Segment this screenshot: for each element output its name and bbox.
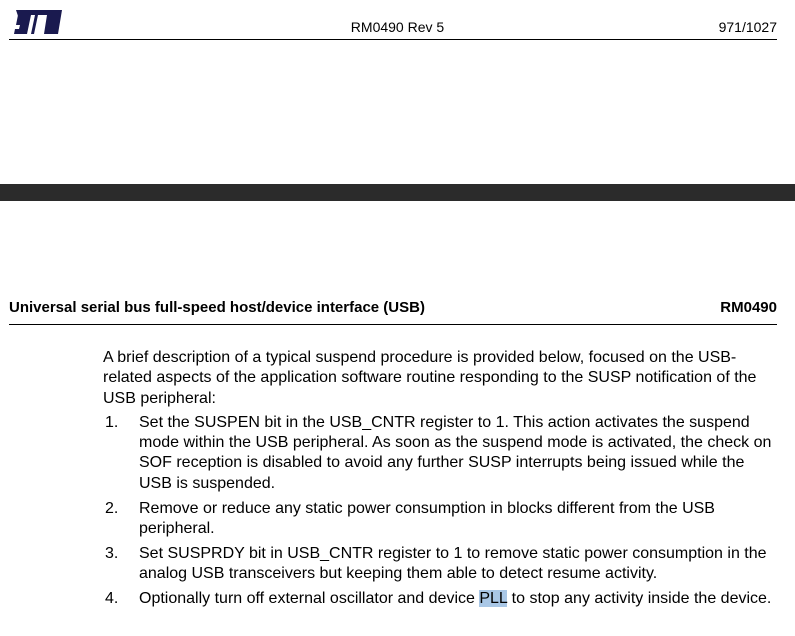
- procedure-steps: [103, 413, 775, 609]
- list-item: [103, 544, 775, 585]
- list-item: [103, 499, 775, 540]
- step-text-before: Optionally turn off external oscillator and device: [139, 589, 480, 607]
- document-reference: RM0490 Rev 5: [350, 19, 445, 35]
- step-number: 2.: [105, 499, 119, 517]
- intro-paragraph: A brief description of a typical suspend procedure is provided below, focused on the USB-related aspects of the application software routine responding to the SUSP notification of the USB peripheral:: [103, 349, 757, 407]
- body-content: [103, 348, 775, 614]
- step-number: 4.: [105, 589, 119, 607]
- step-number: 3.: [105, 544, 119, 562]
- page-header: [0, 0, 795, 40]
- step-text: Set SUSPRDY bit in USB_CNTR register to 1 to remove static power consumption in the analog USB transceivers but keeping them able to detect resume activity.: [139, 544, 767, 582]
- section-header: [0, 296, 795, 326]
- section-document-id: RM0490: [720, 299, 777, 316]
- step-text: Set the SUSPEN bit in the USB_CNTR register to 1. This action activates the suspend mode within the USB peripheral. As soon as the suspend mode is activated, the check on SOF reception is disabled to avoid any further SUSP interrupts being issued while the USB is suspended.: [139, 413, 772, 492]
- page-separator: [0, 184, 795, 201]
- list-item: [103, 413, 775, 494]
- list-item: [103, 589, 775, 609]
- highlighted-term: PLL: [479, 589, 508, 607]
- header-divider: [9, 39, 777, 40]
- step-text: Remove or reduce any static power consumption in blocks different from the USB peripheral.: [139, 499, 715, 537]
- section-title: Universal serial bus full-speed host/device interface (USB): [9, 299, 425, 316]
- step-text-after: to stop any activity inside the device.: [507, 589, 772, 607]
- section-divider: [9, 324, 777, 325]
- page-number: 971/1027: [718, 19, 777, 35]
- step-number: 1.: [105, 413, 119, 431]
